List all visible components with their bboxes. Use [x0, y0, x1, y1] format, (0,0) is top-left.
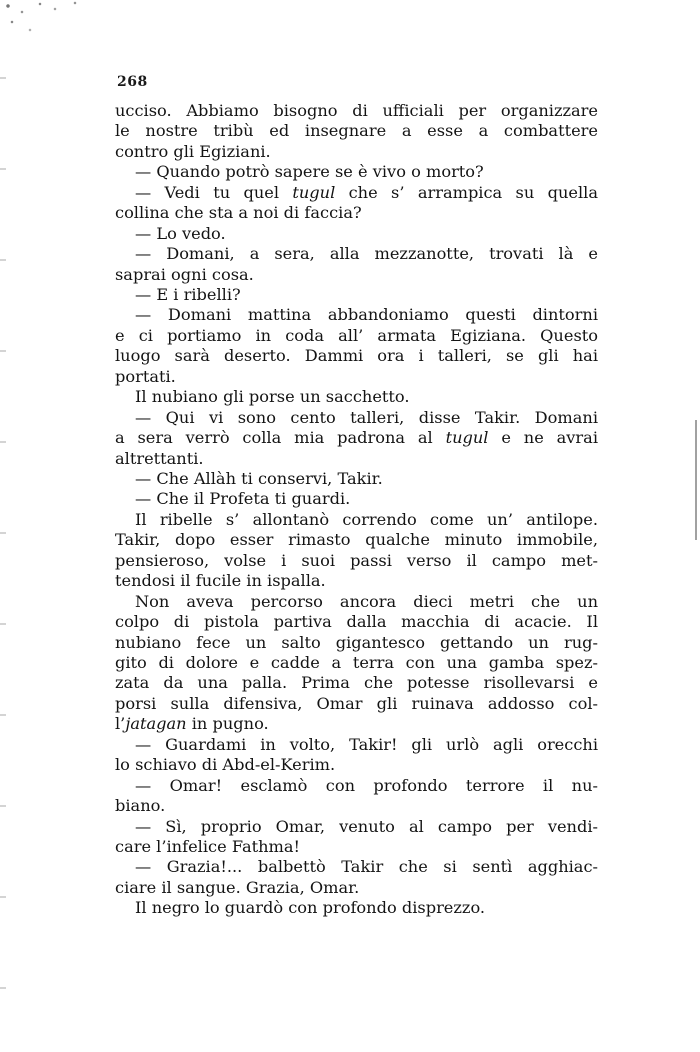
- text-line: — Quando potrò sapere se è vivo o morto?: [135, 162, 484, 182]
- text-line: — Sì, proprio Omar, venuto al campo per vendi-: [135, 816, 598, 836]
- text-line: zata da una palla. Prima che potesse risollevarsi e: [115, 673, 598, 693]
- text-line: porsi sulla difensiva, Omar gli ruinava addosso col-: [115, 693, 598, 713]
- text-line: ucciso. Abbiamo bisogno di ufficiali per organizzare: [115, 101, 598, 120]
- text-line: lo schiavo di Abd-el-Kerim.: [115, 755, 336, 775]
- text-line: gito di dolore e cadde a terra con una gamba spez-: [115, 653, 598, 672]
- scan-edge-left: [0, 40, 6, 1040]
- text-line: contro gli Egiziani.: [115, 141, 271, 161]
- text-line: — Domani, a sera, alla mezzanotte, trovati là e: [135, 244, 598, 264]
- text-line: Il ribelle s’ allontanò correndo come un’ antilope.: [135, 509, 598, 529]
- text-line: portati.: [115, 366, 176, 386]
- text-line: — Che Allàh ti conservi, Takir.: [135, 469, 383, 489]
- text-line: [115, 183, 598, 203]
- text-line: e ci portiamo in coda all’ armata Egiziana. Questo: [115, 325, 598, 345]
- text-line: biano.: [115, 796, 166, 816]
- text-line: [115, 428, 598, 448]
- text-line: — Domani mattina abbandoniamo questi dintorni: [135, 305, 598, 325]
- text-segment: che s’ arrampica su quella: [335, 182, 598, 202]
- text-line: saprai ogni cosa.: [115, 264, 254, 284]
- text-line: tendosi il fucile in ispalla.: [115, 571, 326, 591]
- text-line: care l’infelice Fathma!: [115, 836, 301, 856]
- text-line: Il negro lo guardò con profondo disprezzo.: [135, 898, 486, 918]
- text-line: le nostre tribù ed insegnare a esse a combattere: [115, 121, 598, 141]
- text-line: [115, 714, 598, 734]
- scan-edge-right: [695, 420, 697, 540]
- text-segment: e ne avrai: [488, 428, 598, 448]
- text-line: altrettanti.: [115, 448, 204, 468]
- text-line: — Guardami in volto, Takir! gli urlò agli orecchi: [135, 734, 598, 754]
- text-segment: l’: [115, 714, 126, 734]
- text-line: luogo sarà deserto. Dammi ora i talleri, se gli hai: [115, 346, 598, 366]
- text-line: nubiano fece un salto gigantesco gettando un rug-: [115, 632, 598, 652]
- text-line: colpo di pistola partiva dalla macchia di acacie. Il: [115, 612, 598, 632]
- text-segment: — Vedi tu quel: [135, 182, 293, 202]
- text-line: collina che sta a noi di faccia?: [115, 203, 362, 223]
- text-line: Takir, dopo esser rimasto qualche minuto immobile,: [115, 530, 598, 550]
- text-line: — E i ribelli?: [135, 285, 241, 305]
- body-text: [115, 101, 598, 919]
- text-line: Il nubiano gli porse un sacchetto.: [135, 387, 410, 407]
- text-line: — Omar! esclamò con profondo terrore il nu-: [135, 775, 598, 795]
- text-segment: in pugno.: [186, 714, 269, 734]
- italic-word: jatagan: [125, 714, 187, 734]
- italic-word: tugul: [445, 428, 489, 448]
- page-number: 268: [117, 74, 148, 90]
- text-line: Non aveva percorso ancora dieci metri che un: [135, 591, 598, 611]
- text-line: — Che il Profeta ti guardi.: [135, 489, 351, 509]
- text-line: — Qui vi sono cento talleri, disse Takir. Domani: [135, 407, 598, 427]
- text-line: pensieroso, volse i suoi passi verso il campo met-: [115, 550, 598, 570]
- text-line: — Grazia!... balbettò Takir che si sentì agghiac-: [135, 857, 598, 877]
- text-segment: a sera verrò colla mia padrona al: [115, 428, 446, 448]
- text-line: — Lo vedo.: [135, 223, 226, 243]
- text-line: ciare il sangue. Grazia, Omar.: [115, 877, 360, 897]
- italic-word: tugul: [292, 182, 336, 202]
- scan-speckles: [0, 0, 130, 40]
